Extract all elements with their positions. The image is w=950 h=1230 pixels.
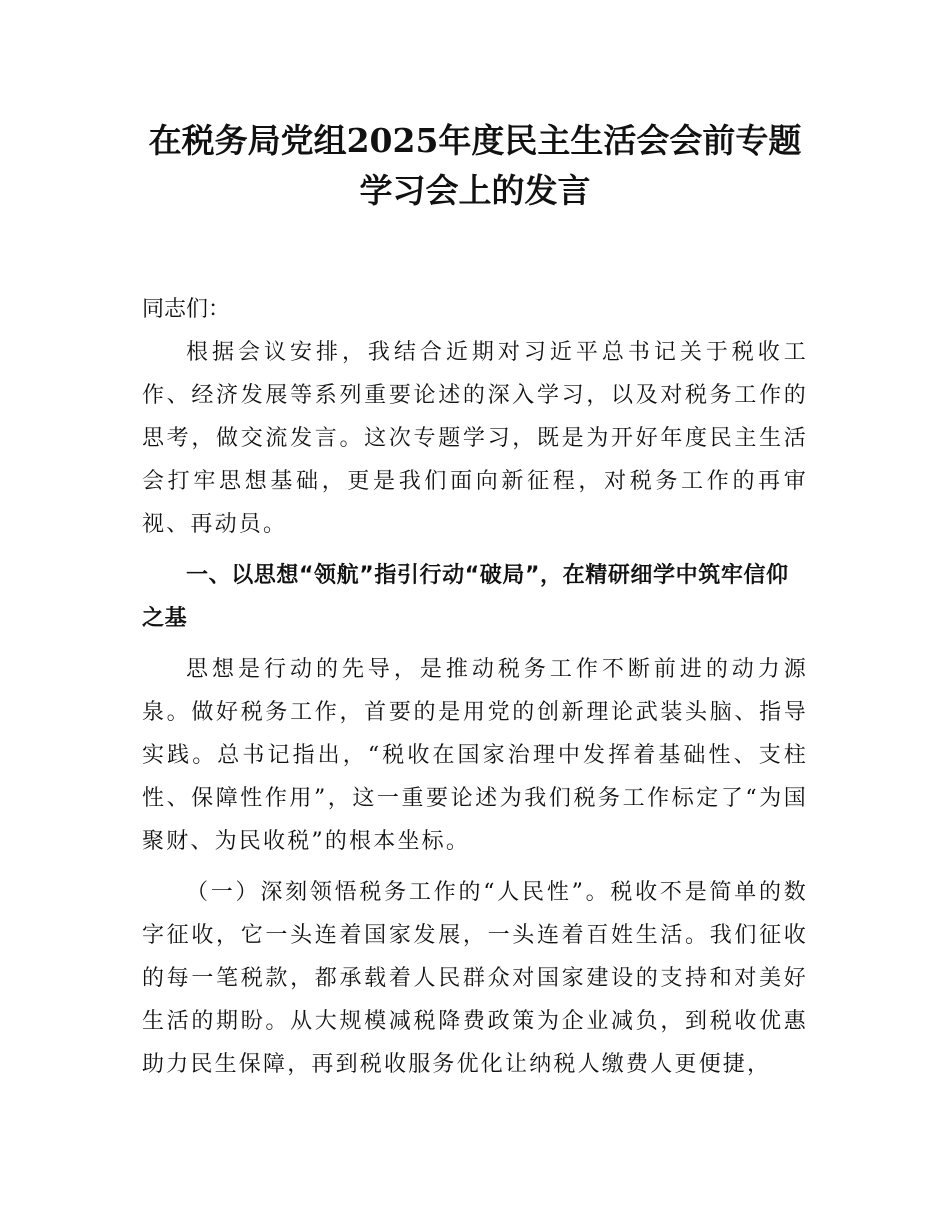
- salutation: 同志们：: [142, 297, 231, 322]
- paragraph-subsection-1: （一）深刻领悟税务工作的“人民性”。税收不是简单的数字征收，它一头连着国家发展，一头连着百姓生活。我们征收的每一笔税款，都承载着人民群众对国家建设的支持和对美好生活的期盼。从大规模减税降费政策为企业减负，到税收优惠助力民生保障，再到税收服务优化让纳税人缴费人更便捷，: [142, 880, 808, 1077]
- title-line-2: 学习会上的发言: [359, 171, 591, 210]
- document-title: [142, 0, 808, 216]
- title-line-1: 在税务局党组2025年度民主生活会会前专题: [148, 121, 802, 160]
- section-heading-1: 一、以思想“领航”指引行动“破局”，在精研细学中筑牢信仰之基: [142, 563, 789, 631]
- paragraph-thought: 思想是行动的先导，是推动税务工作不断前进的动力源泉。做好税务工作，首要的是用党的创新理论武装头脑、指导实践。总书记指出，“税收在国家治理中发挥着基础性、支柱性、保障性作用”，这一重要论述为我们税务工作标定了“为国聚财、为民收税”的根本坐标。: [142, 657, 808, 854]
- paragraph-intro: 根据会议安排，我结合近期对习近平总书记关于税收工作、经济发展等系列重要论述的深入学习，以及对税务工作的思考，做交流发言。这次专题学习，既是为开好年度民主生活会打牢思想基础，更是我们面向新征程，对税务工作的再审视、再动员。: [142, 340, 808, 537]
